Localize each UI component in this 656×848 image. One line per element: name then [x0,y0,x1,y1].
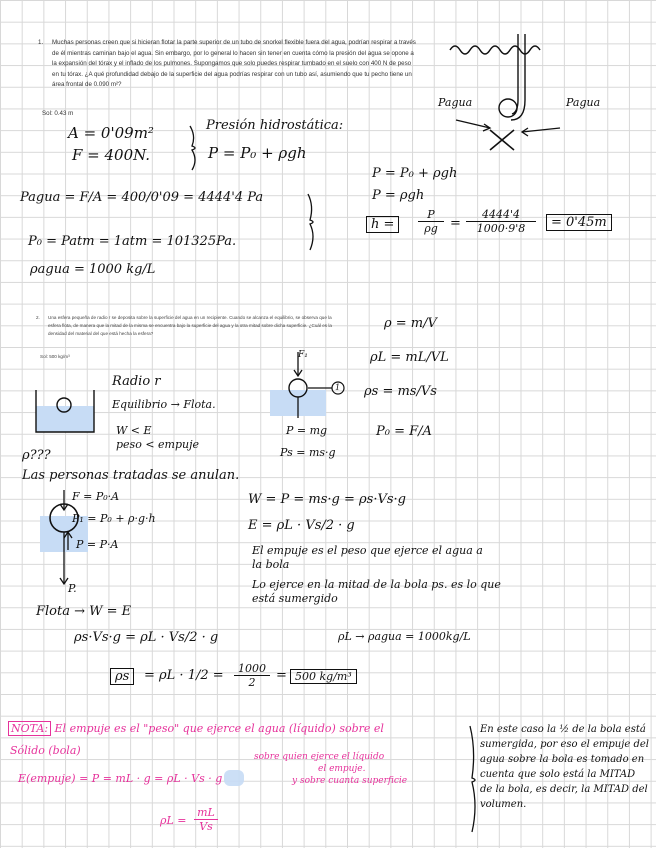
vs-highlight [224,770,244,786]
h-frac-den: ρg [424,222,438,235]
density-frac-den: 2 [248,676,256,689]
p0-value: P₀ = Patm = 1atm = 101325Pa. [28,234,237,249]
problem2-solution: Sol: 500 kg/m³ [40,354,70,359]
rho-s-label: ρs [110,668,134,685]
eq2: P = ρgh [372,188,425,203]
circle-1-label: 1 [335,383,341,392]
rho-solid-def: ρs = ms/Vs [364,384,437,399]
note-label: NOTA: [8,721,51,736]
problem1-statement: Muchas personas creen que si hicieran flotar la parte superior de un tubo de snorkel flexible fuera del agua, podrían respirar a través de él mientras caminan bajo el agua. Sin embargo, por lo general lo hacen sin tener en cuenta cómo la presión del agua se opone a la expansión del tórax y el inflado de los pulmones. Supongamos que solo puedes respirar tumbado en el suelo con 400 N de peso en tu tórax. ¿A qué profundidad debajo de la superficie del agua podrías respirar con un tubo así, asumiendo que tu pecho tiene un área frontal de 0.090 m²? [52,39,416,89]
h-result: = 0'45m [546,214,612,231]
note-text-1: El empuje es el "peso" que ejerce el agua (líquido) sobre el [54,722,384,735]
snorkel-diagram [430,20,630,140]
note-rho-row [160,806,240,842]
note-line-1 [8,722,384,735]
note-personas: Las personas tratadas se anulan. [22,468,240,483]
note-formula: E(empuje) = P = mL · g = ρL · Vs · g [18,772,223,785]
density-fraction [234,662,270,689]
p-mg: P = mg [286,424,328,437]
note-rho-den: Vs [199,820,213,833]
problem2-statement-block [36,314,336,338]
note-annot-1: sobre quien ejerce el líquido [254,752,385,762]
buoyancy-eq: E = ρL · Vs/2 · g [248,518,355,533]
h-fraction [418,208,444,235]
bracket-1 [188,124,198,170]
h-den: 1000·9'8 [476,222,526,235]
problem1-solution: Sol: 0.43 m [42,110,74,117]
force-bottom: P = P·A [76,538,119,551]
p-bottom-label: P. [68,582,77,595]
force-top: F = P₀·A [72,490,120,503]
peso-empuje: peso < empuje [116,438,200,451]
flota-eq: Flota → W = E [36,604,132,619]
density-result-row [110,660,370,696]
rho-water: ρagua = 1000 kg/L [30,262,156,277]
weight-eq: W = P = ms·g = ρs·Vs·g [248,492,406,507]
diagram-left-label: Pagua [438,96,473,109]
depth-result-row [366,208,640,244]
p-water-calc: Pagua = F/A = 400/0'09 = 4444'4 Pa [20,190,264,205]
density-frac-num: 1000 [234,662,270,676]
note-annot-2: el empuje. [318,764,366,774]
bracket-note [468,724,478,834]
h-label: h = [366,216,399,233]
ps-msg: Ps = ms·g [280,446,336,459]
problem2-number: 2. [36,315,40,320]
pressure-depth: P₁ = P₀ + ρ·g·h [72,512,156,525]
rho-s-eq: = ρL · 1/2 = [144,668,224,683]
container-sketch [34,388,98,438]
pressure-formula: P = P₀ + ρgh [208,144,307,162]
note-line-2: Sólido (bola) [10,744,81,757]
radio-label: Radio r [112,374,161,389]
problem1-number: 1. [38,39,44,46]
note-side: En este caso la ½ de la bola está sumergida, por eso el empuje del agua sobre la bola es tomado en cuenta que solo está la MITAD de la bola, es decir, la MITAD del volumen. [480,724,649,810]
note-rho-num: mL [194,806,218,820]
pressure-title: Presión hidrostática: [206,118,344,133]
problem2-statement: Una esfera pequeña de radio r se deposita sobre la superficie del agua en un recipiente. Cuando se alcanza el equilibrio, se observa que la esfera flota, de manera que la mitad de la misma se encuentra bajo la superficie del agua y la otra mitad sobre dicha superficie. ¿Cuál es la densidad del material del que está hecha la esfera? [48,315,332,336]
eq1: P = P₀ + ρgh [372,166,458,181]
density-equals: = [276,668,287,683]
h-frac-num: P [418,208,444,222]
given-area: A = 0'09m² [68,124,154,142]
note-annot-3: y sobre cuanta superficie [292,776,408,786]
empuje-note-1: El empuje es el peso que ejerce el agua a la bola [252,544,483,571]
force-f1-label: F₁ [298,350,308,360]
rho-liquid-def: ρL = mL/VL [370,350,449,365]
h-numeric-fraction [466,208,536,235]
note-rho-fraction [194,806,218,833]
w-less-e: W < E [116,424,152,437]
density-result: 500 kg/m³ [290,669,357,684]
h-equals: = [450,216,461,231]
equilibrio-label: Equilibrio → Flota. [112,398,216,411]
rho-l-water: ρL → ρagua = 1000kg/L [338,630,471,643]
diagram-right-label: Pagua [566,96,601,109]
rho-definition: ρ = m/V [384,316,437,331]
rho-question: ρ??? [22,448,51,463]
empuje-note-2: Lo ejerce en la mitad de la bola ps. es lo que está sumergido [252,578,501,605]
problem1-statement-block [38,38,418,91]
h-num: 4444'4 [466,208,536,222]
given-force: F = 400N. [72,146,151,164]
p0-definition: P₀ = F/A [376,424,432,439]
note-rho-label: ρL = [160,814,187,827]
balance-eq: ρs·Vs·g = ρL · Vs/2 · g [74,630,219,645]
bracket-2 [306,192,316,252]
